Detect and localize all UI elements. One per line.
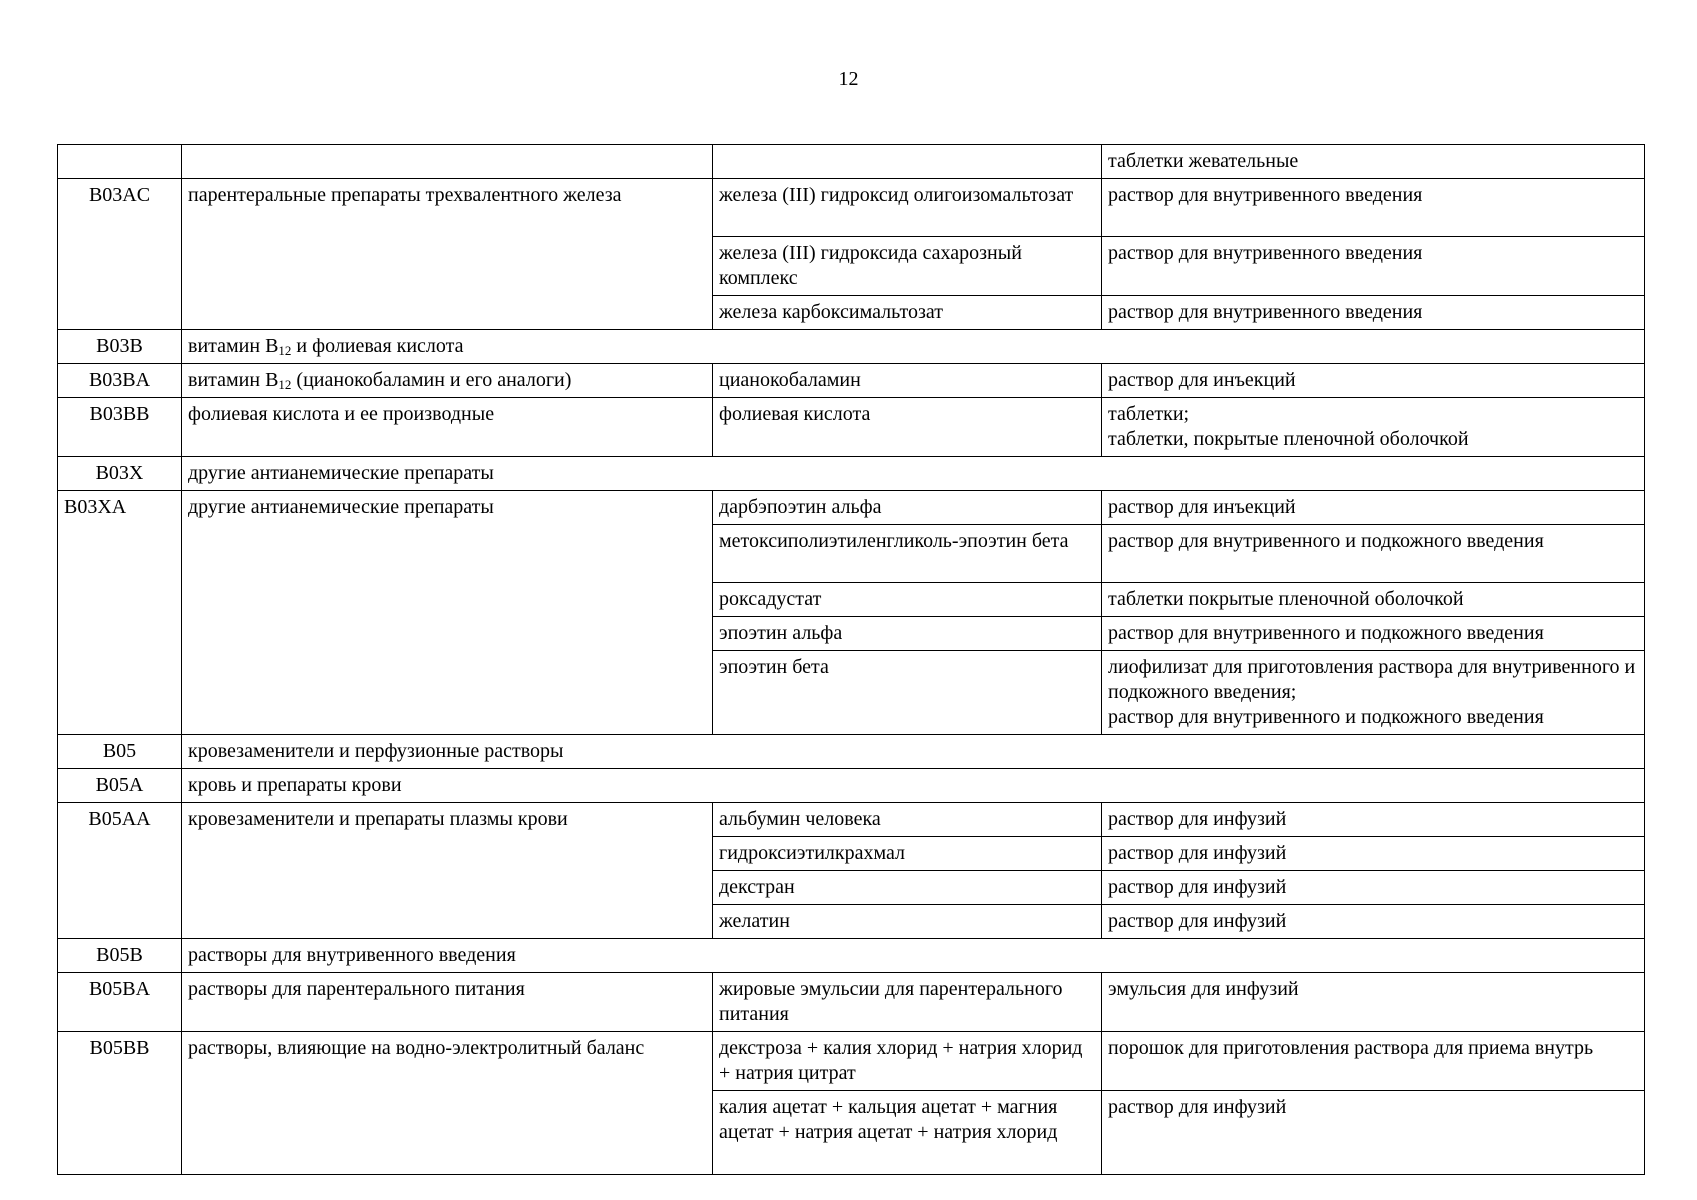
drug-cell: фолиевая кислота — [713, 398, 1102, 457]
drug-cell: альбумин человека — [713, 803, 1102, 837]
table-row — [58, 735, 1645, 769]
drug-cell: калия ацетат + кальция ацетат + магния ацетат + натрия ацетат + натрия хлорид — [713, 1091, 1102, 1175]
table-row — [58, 179, 1645, 237]
form-cell: порошок для приготовления раствора для приема внутрь — [1102, 1032, 1645, 1091]
group-cell: кровезаменители и препараты плазмы крови — [182, 803, 713, 939]
drug-cell: железа (III) гидроксид олигоизомальтозат — [713, 179, 1102, 237]
form-cell: раствор для инфузий — [1102, 1091, 1645, 1175]
subscript: 12 — [278, 377, 292, 392]
atc-code-cell: B05BB — [58, 1032, 182, 1175]
table-row — [58, 769, 1645, 803]
drug-cell: желатин — [713, 905, 1102, 939]
drug-cell: метоксиполиэтиленгликоль-эпоэтин бета — [713, 525, 1102, 583]
drug-cell: декстран — [713, 871, 1102, 905]
drug-cell: декстроза + калия хлорид + натрия хлорид + натрия цитрат — [713, 1032, 1102, 1091]
atc-code-cell: B05BA — [58, 973, 182, 1032]
form-cell: раствор для инфузий — [1102, 905, 1645, 939]
atc-code-cell: B03AC — [58, 179, 182, 330]
table-row — [58, 398, 1645, 457]
atc-code-cell: B05A — [58, 769, 182, 803]
group-cell: кровезаменители и перфузионные растворы — [182, 735, 1645, 769]
form-cell: раствор для инфузий — [1102, 871, 1645, 905]
atc-code-cell — [58, 145, 182, 179]
group-cell — [182, 364, 713, 398]
group-cell: парентеральные препараты трехвалентного железа — [182, 179, 713, 330]
table-row — [58, 330, 1645, 364]
form-cell: эмульсия для инфузий — [1102, 973, 1645, 1032]
group-cell: другие антианемические препараты — [182, 457, 1645, 491]
form-cell: таблетки покрытые пленочной оболочкой — [1102, 583, 1645, 617]
form-cell: таблетки жевательные — [1102, 145, 1645, 179]
form-cell: раствор для внутривенного введения — [1102, 296, 1645, 330]
form-line: раствор для внутривенного и подкожного введения — [1108, 706, 1544, 728]
group-text: витамин B — [188, 369, 279, 391]
group-cell — [182, 145, 713, 179]
form-cell: раствор для инфузий — [1102, 837, 1645, 871]
form-line: таблетки; — [1108, 403, 1190, 425]
drug-cell: железа карбоксимальтозат — [713, 296, 1102, 330]
form-cell: раствор для внутривенного введения — [1102, 179, 1645, 237]
drug-cell: эпоэтин альфа — [713, 617, 1102, 651]
form-cell: раствор для инфузий — [1102, 803, 1645, 837]
atc-code-cell: B03B — [58, 330, 182, 364]
table-row — [58, 145, 1645, 179]
drug-cell: дарбэпоэтин альфа — [713, 491, 1102, 525]
group-cell: фолиевая кислота и ее производные — [182, 398, 713, 457]
group-cell — [182, 330, 1645, 364]
table-row — [58, 939, 1645, 973]
table-row — [58, 491, 1645, 525]
atc-code-cell: B03BB — [58, 398, 182, 457]
drug-table — [57, 144, 1645, 1175]
form-cell — [1102, 651, 1645, 735]
table-row — [58, 803, 1645, 837]
atc-code-cell: B05 — [58, 735, 182, 769]
form-cell — [1102, 398, 1645, 457]
form-line: лиофилизат для приготовления раствора для внутривенного и подкожного введения; — [1108, 656, 1636, 703]
atc-code-cell: B05AA — [58, 803, 182, 939]
group-cell: кровь и препараты крови — [182, 769, 1645, 803]
group-cell: растворы, влияющие на водно-электролитный баланс — [182, 1032, 713, 1175]
form-cell: раствор для инъекций — [1102, 364, 1645, 398]
drug-cell: железа (III) гидроксида сахарозный комплекс — [713, 237, 1102, 296]
drug-cell: гидроксиэтилкрахмал — [713, 837, 1102, 871]
drug-cell: роксадустат — [713, 583, 1102, 617]
subscript: 12 — [278, 343, 292, 358]
drug-cell: цианокобаламин — [713, 364, 1102, 398]
form-cell: раствор для внутривенного введения — [1102, 237, 1645, 296]
group-text: витамин B — [188, 335, 279, 357]
atc-code-cell: B05B — [58, 939, 182, 973]
table-row — [58, 1032, 1645, 1091]
group-cell: растворы для внутривенного введения — [182, 939, 1645, 973]
group-cell: растворы для парентерального питания — [182, 973, 713, 1032]
form-cell: раствор для внутривенного и подкожного введения — [1102, 617, 1645, 651]
table-row — [58, 457, 1645, 491]
atc-code-cell: B03X — [58, 457, 182, 491]
form-cell: раствор для инъекций — [1102, 491, 1645, 525]
drug-cell: жировые эмульсии для парентерального питания — [713, 973, 1102, 1032]
drug-cell — [713, 145, 1102, 179]
group-text: (цианокобаламин и его аналоги) — [291, 369, 572, 391]
atc-code-cell: B03BA — [58, 364, 182, 398]
form-cell: раствор для внутривенного и подкожного введения — [1102, 525, 1645, 583]
table-row — [58, 973, 1645, 1032]
table-row — [58, 364, 1645, 398]
group-cell: другие антианемические препараты — [182, 491, 713, 735]
group-text: и фолиевая кислота — [291, 335, 464, 357]
page-number: 12 — [838, 68, 859, 90]
drug-cell: эпоэтин бета — [713, 651, 1102, 735]
form-line: таблетки, покрытые пленочной оболочкой — [1108, 428, 1469, 450]
atc-code-cell: B03XA — [58, 491, 182, 735]
